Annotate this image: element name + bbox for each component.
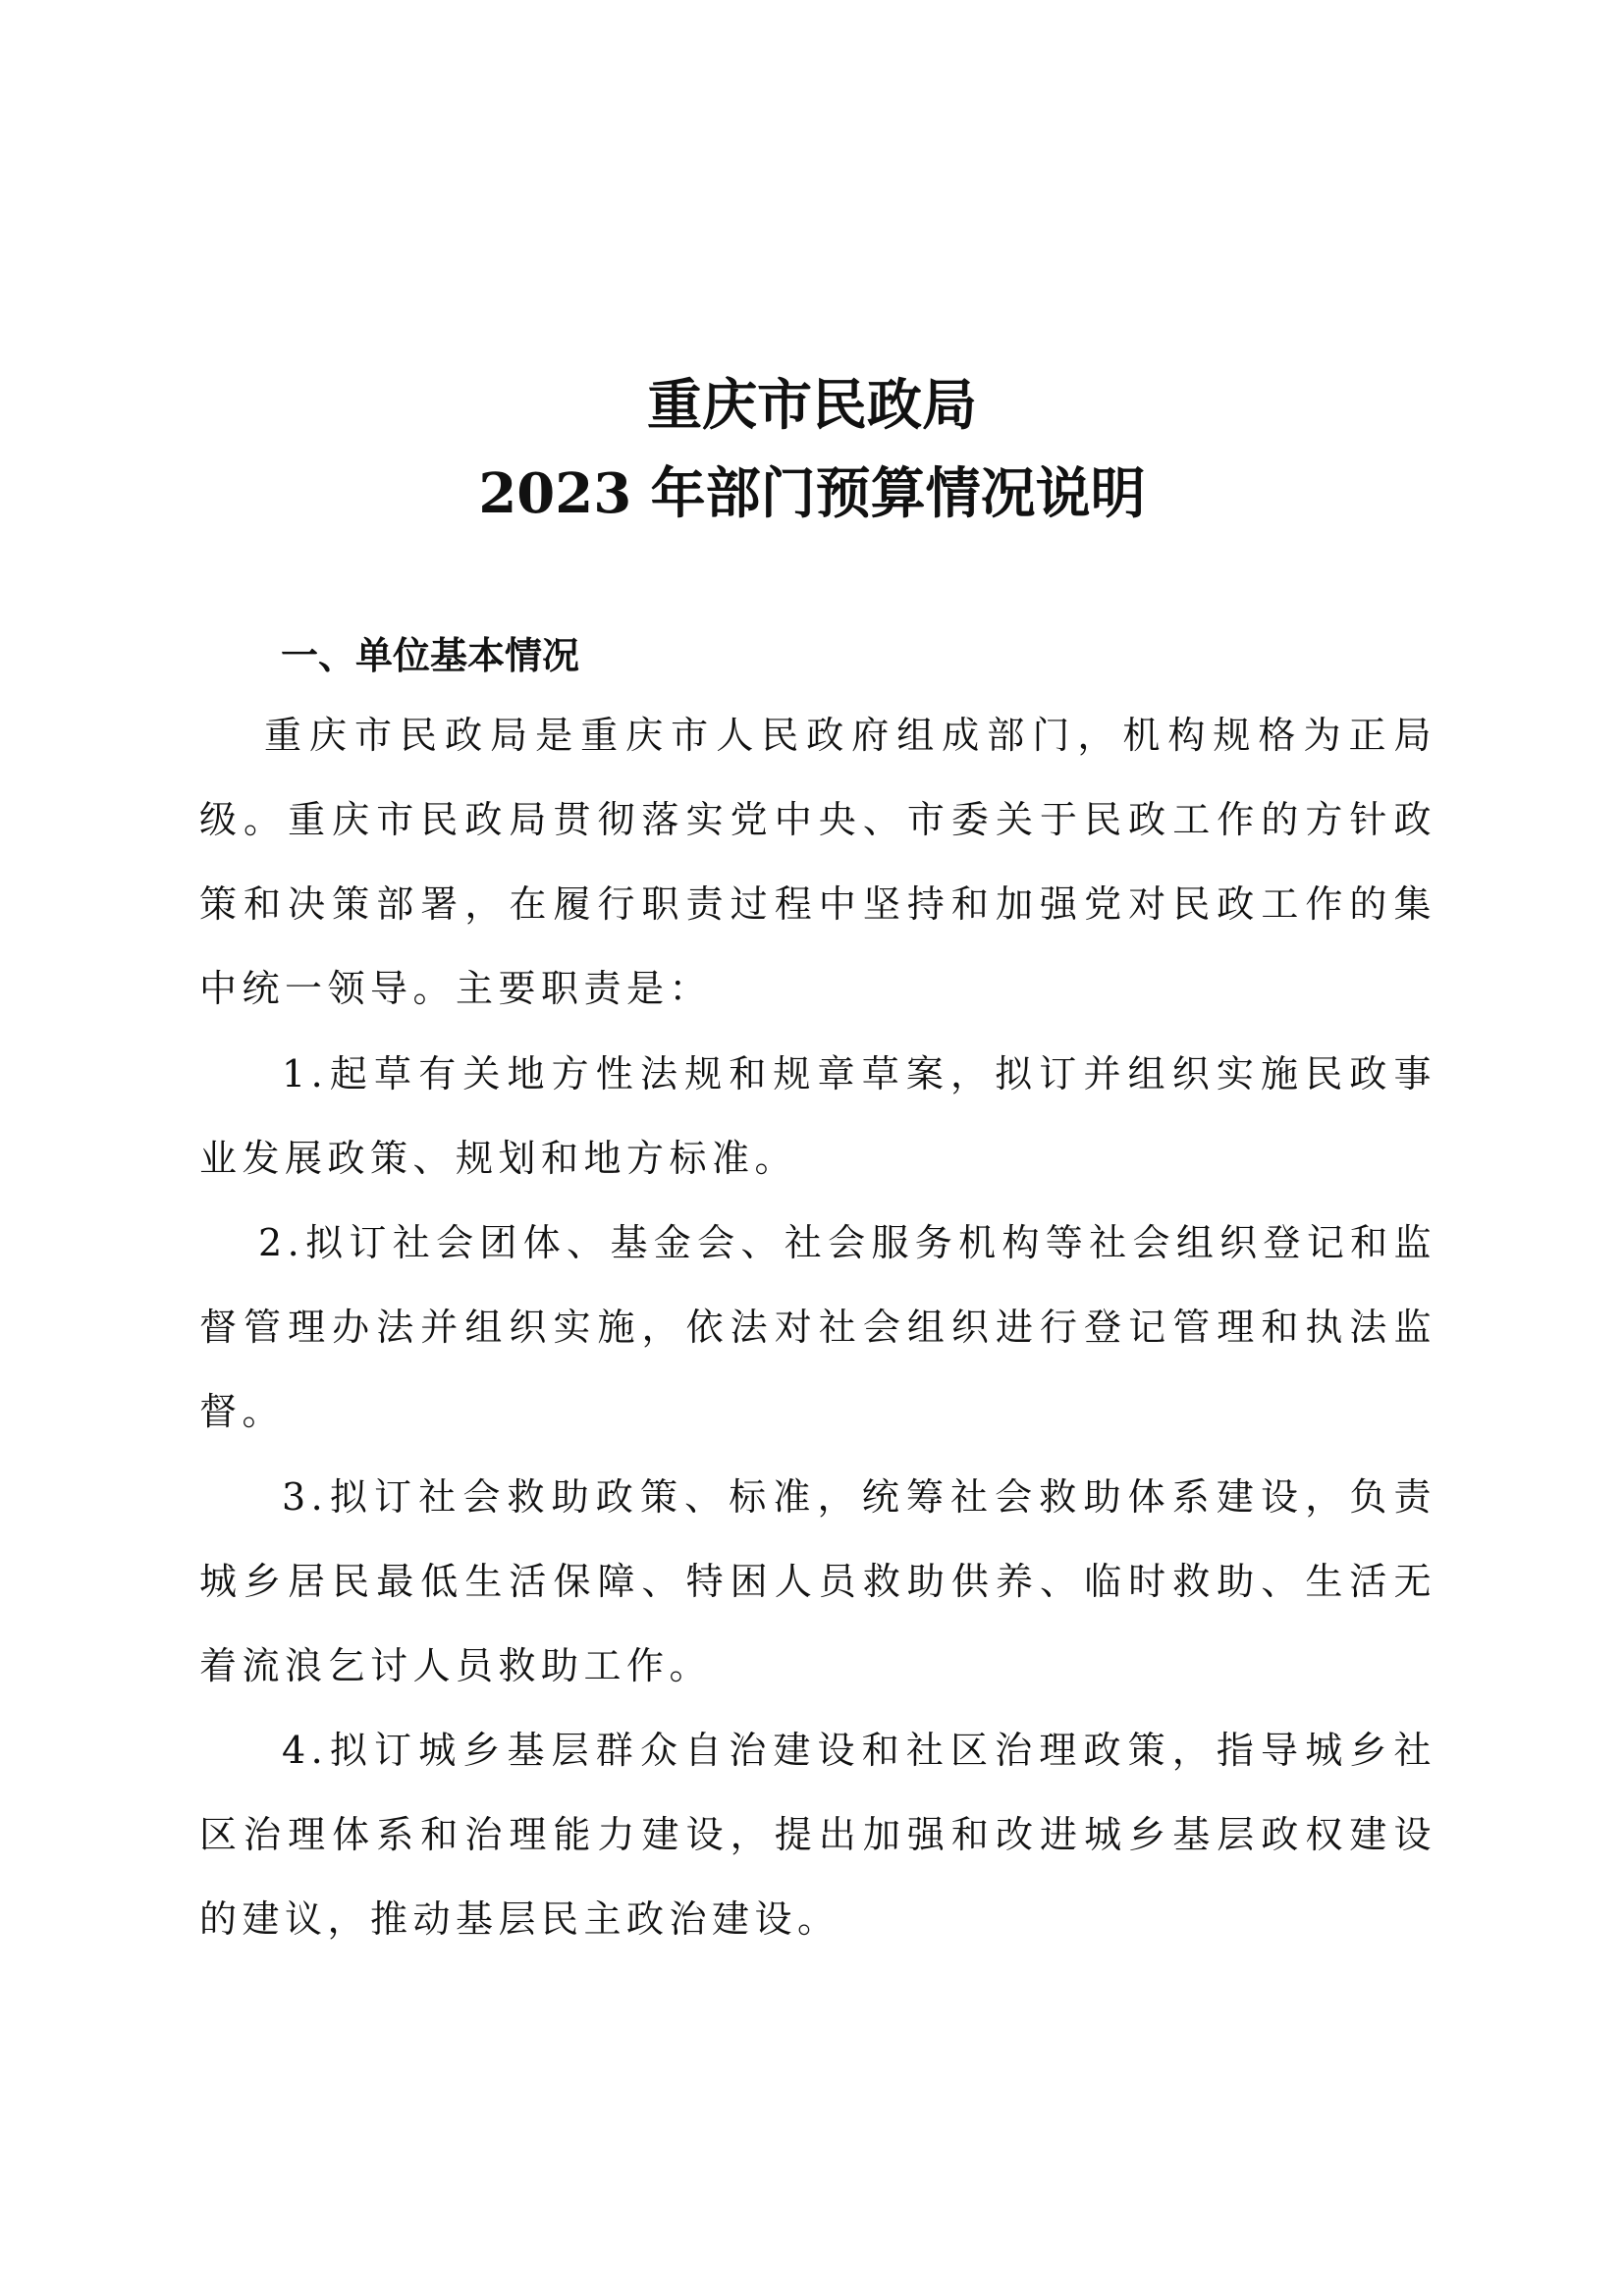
document-title-line1: 重庆市民政局 [647,373,977,438]
duty-paragraph-3: 3.拟订社会救助政策、标准，统筹社会救助体系建设，负责城乡居民最低生活保障、特困人员救助供养、临时救助、生活无着流浪乞讨人员救助工作。 [199,1475,1436,1687]
duty-paragraph-2: 2.拟订社会团体、基金会、社会服务机构等社会组织登记和监督管理办法并组织实施，依法对社会组织进行登记管理和执法监督。 [199,1221,1436,1433]
duty-paragraph-4: 4.拟订城乡基层群众自治建设和社区治理政策，指导城乡社区治理体系和治理能力建设，提出加强和改进城乡基层政权建设的建议，推动基层民主政治建设。 [199,1729,1436,1941]
section-heading: 一、单位基本情况 [281,634,580,677]
intro-paragraph: 重庆市民政局是重庆市人民政府组成部门，机构规格为正局级。重庆市民政局贯彻落实党中央、市委关于民政工作的方针政策和决策部署，在履行职责过程中坚持和加强党对民政工作的集中统一领导。主要职责是： [199,714,1436,1010]
duty-paragraph-1: 1.起草有关地方性法规和规章草案，拟订并组织实施民政事业发展政策、规划和地方标准。 [199,1052,1436,1180]
document-title-line2: 2023 年部门预算情况说明 [478,461,1146,526]
